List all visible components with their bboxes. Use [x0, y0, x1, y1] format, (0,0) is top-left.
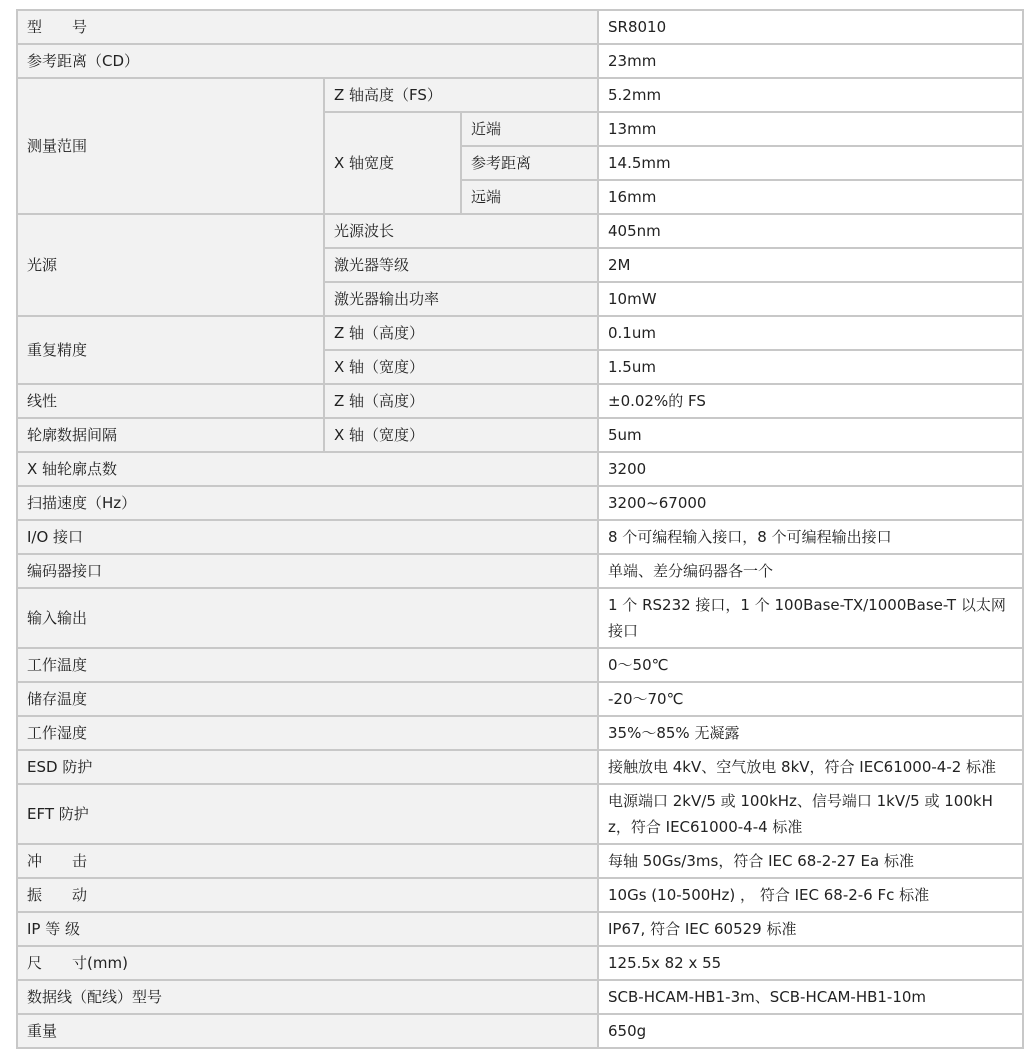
spec-table — [16, 9, 1024, 1049]
table-row — [17, 716, 1023, 750]
row-label-storage-temp: 储存温度 — [17, 682, 598, 716]
value-wavelength: 405nm — [598, 214, 1023, 248]
table-row — [17, 946, 1023, 980]
table-row — [17, 912, 1023, 946]
table-row — [17, 452, 1023, 486]
row-label-eft: EFT 防护 — [17, 784, 598, 844]
value-repeat-x: 1.5um — [598, 350, 1023, 384]
sub-label-ref: 参考距离 — [461, 146, 598, 180]
table-row — [17, 554, 1023, 588]
value-repeat-z: 0.1um — [598, 316, 1023, 350]
row-label-model: 型 号 — [17, 10, 598, 44]
row-label-profile-interval: 轮廓数据间隔 — [17, 418, 324, 452]
row-value-model: SR8010 — [598, 10, 1023, 44]
sub-label-laser-class: 激光器等级 — [324, 248, 598, 282]
row-label-work-humidity: 工作湿度 — [17, 716, 598, 750]
row-value-work-temp: 0～50℃ — [598, 648, 1023, 682]
sub-label-repeat-z: Z 轴（高度） — [324, 316, 598, 350]
row-value-encoder: 单端、差分编码器各一个 — [598, 554, 1023, 588]
row-label-io: I/O 接口 — [17, 520, 598, 554]
table-row — [17, 1014, 1023, 1048]
table-row — [17, 486, 1023, 520]
row-value-work-humidity: 35%～85% 无凝露 — [598, 716, 1023, 750]
sub-label-near: 近端 — [461, 112, 598, 146]
row-value-weight: 650g — [598, 1014, 1023, 1048]
row-label-in-out: 输入输出 — [17, 588, 598, 648]
row-value-scan-speed: 3200~67000 — [598, 486, 1023, 520]
row-label-linearity: 线性 — [17, 384, 324, 418]
table-row — [17, 418, 1023, 452]
sub-label-laser-power: 激光器输出功率 — [324, 282, 598, 316]
table-row — [17, 316, 1023, 350]
value-z-height: 5.2mm — [598, 78, 1023, 112]
sub-label-repeat-x: X 轴（宽度） — [324, 350, 598, 384]
sub-label-x-width: X 轴宽度 — [324, 112, 461, 214]
table-row — [17, 44, 1023, 78]
value-laser-class: 2M — [598, 248, 1023, 282]
row-value-eft: 电源端口 2kV/5 或 100kHz、信号端口 1kV/5 或 100kHz，符合 IEC61000-4-4 标准 — [598, 784, 1023, 844]
row-value-esd: 接触放电 4kV、空气放电 8kV，符合 IEC61000-4-2 标准 — [598, 750, 1023, 784]
row-value-in-out: 1 个 RS232 接口，1 个 100Base-TX/1000Base-T 以太网接口 — [598, 588, 1023, 648]
row-label-measure-range: 测量范围 — [17, 78, 324, 214]
table-row — [17, 784, 1023, 844]
table-row — [17, 214, 1023, 248]
row-value-ref-distance: 23mm — [598, 44, 1023, 78]
value-ref: 14.5mm — [598, 146, 1023, 180]
value-laser-power: 10mW — [598, 282, 1023, 316]
row-value-size: 125.5x 82 x 55 — [598, 946, 1023, 980]
table-row — [17, 878, 1023, 912]
sub-label-far: 远端 — [461, 180, 598, 214]
table-row — [17, 980, 1023, 1014]
row-value-io: 8 个可编程输入接口，8 个可编程输出接口 — [598, 520, 1023, 554]
row-label-esd: ESD 防护 — [17, 750, 598, 784]
value-near: 13mm — [598, 112, 1023, 146]
table-row — [17, 520, 1023, 554]
row-label-encoder: 编码器接口 — [17, 554, 598, 588]
row-value-vibration: 10Gs (10-500Hz) ， 符合 IEC 68-2-6 Fc 标准 — [598, 878, 1023, 912]
value-far: 16mm — [598, 180, 1023, 214]
row-label-cable: 数据线（配线）型号 — [17, 980, 598, 1014]
table-row — [17, 384, 1023, 418]
sub-label-z-height: Z 轴高度（FS） — [324, 78, 598, 112]
row-label-ref-distance: 参考距离（CD） — [17, 44, 598, 78]
row-value-storage-temp: -20～70℃ — [598, 682, 1023, 716]
table-row — [17, 750, 1023, 784]
row-label-light-source: 光源 — [17, 214, 324, 316]
table-row — [17, 682, 1023, 716]
table-row — [17, 78, 1023, 112]
row-value-ip: IP67, 符合 IEC 60529 标准 — [598, 912, 1023, 946]
table-row — [17, 648, 1023, 682]
row-label-size: 尺 寸(mm) — [17, 946, 598, 980]
row-label-repeatability: 重复精度 — [17, 316, 324, 384]
value-profile-interval: 5um — [598, 418, 1023, 452]
table-row — [17, 10, 1023, 44]
row-value-shock: 每轴 50Gs/3ms，符合 IEC 68-2-27 Ea 标准 — [598, 844, 1023, 878]
row-label-work-temp: 工作温度 — [17, 648, 598, 682]
value-linearity: ±0.02%的 FS — [598, 384, 1023, 418]
row-label-x-points: X 轴轮廓点数 — [17, 452, 598, 486]
row-label-ip: IP 等 级 — [17, 912, 598, 946]
row-value-cable: SCB-HCAM-HB1-3m、SCB-HCAM-HB1-10m — [598, 980, 1023, 1014]
row-label-scan-speed: 扫描速度（Hz） — [17, 486, 598, 520]
sub-label-linearity: Z 轴（高度） — [324, 384, 598, 418]
row-label-shock: 冲 击 — [17, 844, 598, 878]
table-row — [17, 844, 1023, 878]
row-value-x-points: 3200 — [598, 452, 1023, 486]
row-label-vibration: 振 动 — [17, 878, 598, 912]
sub-label-wavelength: 光源波长 — [324, 214, 598, 248]
row-label-weight: 重量 — [17, 1014, 598, 1048]
table-row — [17, 588, 1023, 648]
sub-label-profile-interval: X 轴（宽度） — [324, 418, 598, 452]
